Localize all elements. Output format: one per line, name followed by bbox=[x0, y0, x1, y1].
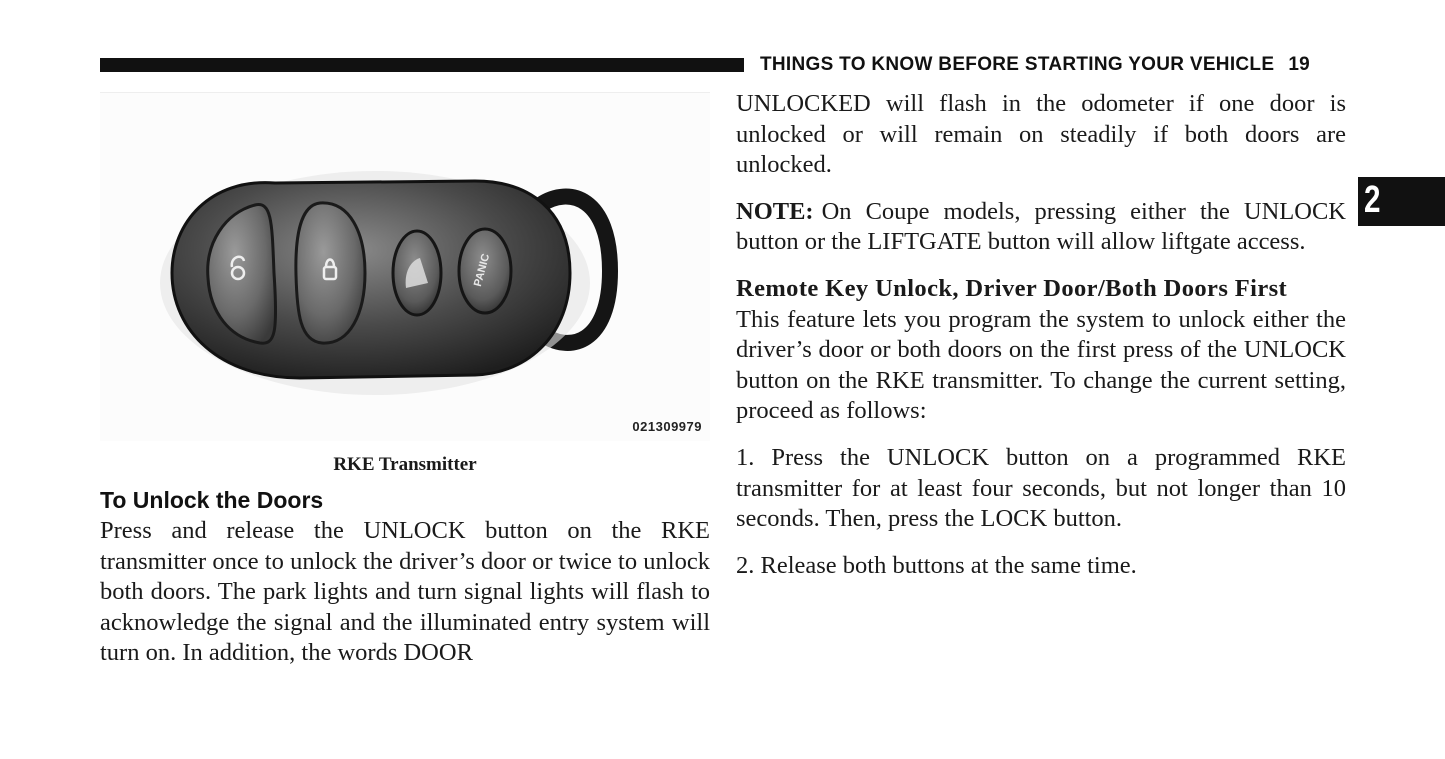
feature-subheading: Remote Key Unlock, Driver Door/Both Doors First bbox=[736, 274, 1288, 302]
left-body-paragraph: Press and release the UNLOCK button on the RKE transmitter once to unlock the driver’s door or twice to unlock both doors. The park lights and turn signal lights will flash to acknowledge the signal and the illuminated entry system will turn on. In addition, the words DOOR bbox=[100, 517, 710, 667]
figure-code: 021309979 bbox=[632, 419, 702, 434]
running-header bbox=[760, 54, 1310, 76]
note-paragraph bbox=[736, 197, 1346, 258]
chapter-number: 2 bbox=[1364, 179, 1381, 221]
header-rule bbox=[100, 58, 744, 72]
note-text: On Coupe models, pressing either the UNLOCK button or the LIFTGATE button will allow liftgate access. bbox=[736, 197, 1346, 256]
section-heading: To Unlock the Doors bbox=[100, 487, 324, 513]
liftgate-button bbox=[393, 231, 441, 315]
key-fob-illustration bbox=[100, 93, 710, 441]
panic-label: PANIC bbox=[471, 252, 493, 288]
rke-transmitter-figure bbox=[100, 92, 710, 441]
lock-button bbox=[296, 203, 365, 343]
feature-paragraph: This feature lets you program the system to unlock either the driver’s door or both doors on the first press of the UNLOCK button on the RKE transmitter. To change the current setting, proceed as follows: bbox=[736, 305, 1346, 425]
feature-section bbox=[736, 274, 1346, 427]
continuation-paragraph: UNLOCKED will flash in the odometer if one door is unlocked or will remain on steadily if both doors are unlocked. bbox=[736, 90, 1346, 179]
chapter-tab bbox=[1358, 177, 1445, 226]
header-title: THINGS TO KNOW BEFORE STARTING YOUR VEHICLE bbox=[760, 54, 1275, 75]
panic-button bbox=[459, 229, 511, 313]
step-2: 2. Release both buttons at the same time. bbox=[736, 551, 1137, 579]
page-number: 19 bbox=[1288, 54, 1311, 75]
step-1: 1. Press the UNLOCK button on a programmed RKE transmitter for at least four seconds, but not longer than 10 seconds. Then, press the LOCK button. bbox=[736, 443, 1346, 533]
figure-caption: RKE Transmitter bbox=[333, 454, 477, 475]
right-column bbox=[736, 89, 1346, 597]
note-label: NOTE: bbox=[736, 197, 814, 225]
